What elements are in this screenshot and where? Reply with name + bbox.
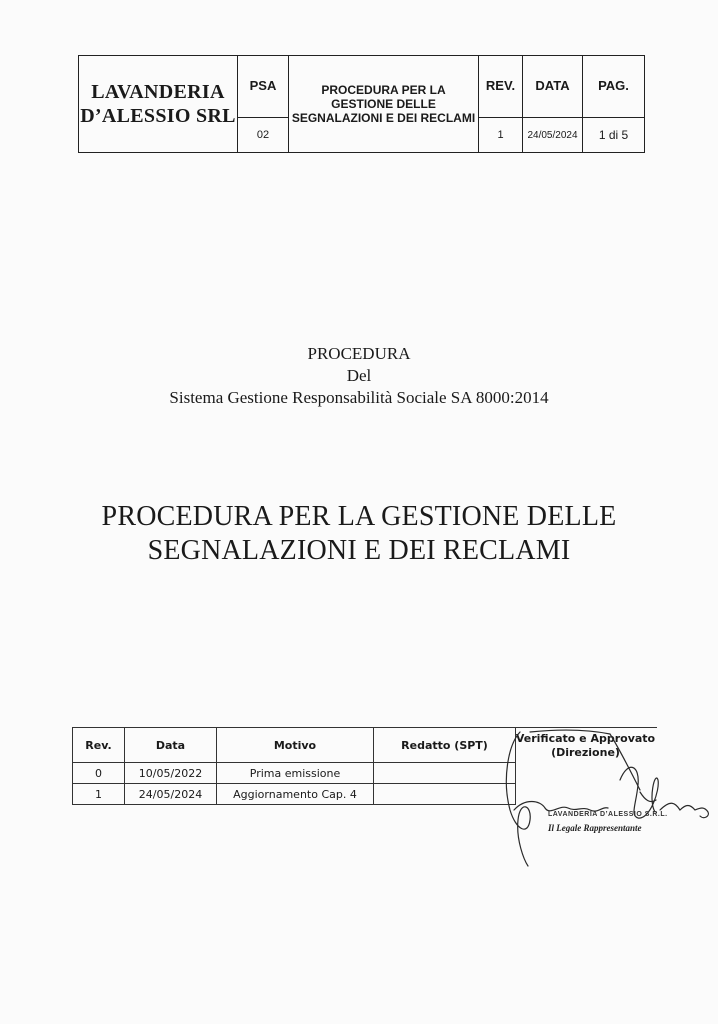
- data-value: 24/05/2024: [523, 118, 583, 153]
- stamp-company: LAVANDERIA D’ALESSIO S.R.L.: [548, 811, 668, 818]
- intro-procedura: PROCEDURA: [307, 344, 411, 363]
- intro-system: Sistema Gestione Responsabilità Sociale SA 8000:2014: [169, 388, 549, 407]
- company-name: [79, 56, 238, 153]
- psa-label: PSA: [238, 56, 289, 118]
- col-redatto: Redatto (SPT): [374, 728, 516, 763]
- revision-table: [72, 727, 516, 805]
- cell-motivo: Aggiornamento Cap. 4: [217, 784, 374, 805]
- table-row: [73, 784, 516, 805]
- company-name-line2: D’ALESSIO SRL: [80, 105, 236, 127]
- header-title-line2: GESTIONE DELLE: [331, 97, 436, 111]
- col-rev: Rev.: [73, 728, 125, 763]
- header-title: [289, 56, 479, 153]
- data-label: DATA: [523, 56, 583, 118]
- col-motivo: Motivo: [217, 728, 374, 763]
- table-row: [73, 763, 516, 784]
- intro-del: Del: [346, 366, 372, 385]
- cell-rev: 0: [73, 763, 125, 784]
- col-data: Data: [125, 728, 217, 763]
- document-header-table: [78, 55, 645, 153]
- main-title: [0, 500, 718, 568]
- verified-line1: Verificato e Approvato: [515, 732, 656, 745]
- header-title-line1: PROCEDURA PER LA: [321, 83, 446, 97]
- rev-label: REV.: [479, 56, 523, 118]
- stamp-representative: Il Legale Rappresentante: [548, 823, 642, 833]
- rev-value: 1: [479, 118, 523, 153]
- header-title-line3: SEGNALAZIONI E DEI RECLAMI: [291, 111, 476, 125]
- main-title-line1: PROCEDURA PER LA GESTIONE DELLE: [101, 501, 617, 532]
- verified-line2: (Direzione): [551, 746, 620, 759]
- pag-label: PAG.: [583, 56, 645, 118]
- pag-value: 1 di 5: [583, 118, 645, 153]
- cell-data: 10/05/2022: [125, 763, 217, 784]
- main-title-line2: SEGNALAZIONI E DEI RECLAMI: [147, 535, 571, 566]
- cell-motivo: Prima emissione: [217, 763, 374, 784]
- signature-icon: [490, 720, 718, 870]
- cell-rev: 1: [73, 784, 125, 805]
- cell-data: 24/05/2024: [125, 784, 217, 805]
- company-name-line1: LAVANDERIA: [91, 81, 225, 103]
- psa-value: 02: [238, 118, 289, 153]
- revision-table-header: [73, 728, 516, 763]
